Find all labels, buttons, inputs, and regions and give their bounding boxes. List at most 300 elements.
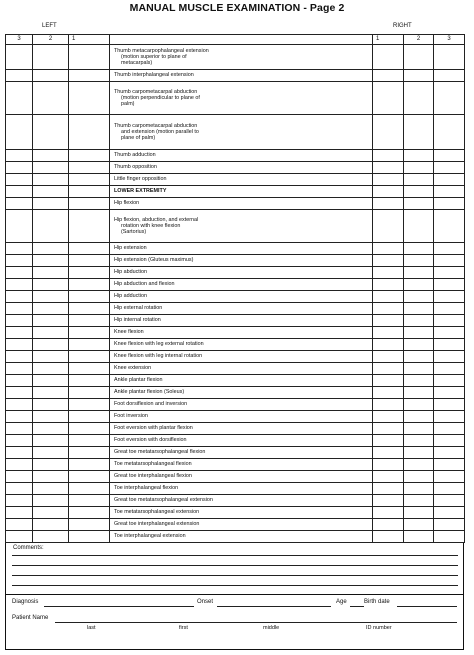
right-grade-cell[interactable] (434, 279, 465, 291)
muscle-row (6, 303, 465, 315)
muscle-name-text: Knee flexion with leg internal rotation (114, 353, 203, 360)
right-grade-cell[interactable] (373, 70, 404, 82)
right-grade-cell[interactable] (434, 435, 465, 447)
left-grade-cell[interactable] (33, 339, 69, 351)
right-grade-cell[interactable] (434, 363, 465, 375)
muscle-name-cell (110, 210, 373, 243)
muscle-name-text: Thumb carpometacarpal abduction (114, 88, 198, 95)
left-grade-cell[interactable] (69, 115, 110, 150)
left-grade-cell[interactable] (33, 327, 69, 339)
birth-date-field[interactable] (397, 606, 457, 607)
left-grade-cell[interactable] (69, 531, 110, 543)
muscle-grading-table (5, 34, 465, 543)
right-grade-cell[interactable] (404, 363, 434, 375)
right-grade-cell[interactable] (404, 174, 434, 186)
left-grade-cell[interactable] (6, 519, 33, 531)
left-grade-cell[interactable] (6, 495, 33, 507)
right-grade-cell[interactable] (434, 423, 465, 435)
right-grade-cell[interactable] (434, 115, 465, 150)
left-grade-cell[interactable] (33, 363, 69, 375)
left-grade-cell[interactable] (69, 447, 110, 459)
left-grade-cell[interactable] (33, 531, 69, 543)
right-grade-cell[interactable] (404, 243, 434, 255)
right-grade-cell[interactable] (404, 423, 434, 435)
left-grade-cell[interactable] (6, 483, 33, 495)
left-grade-cell[interactable] (33, 435, 69, 447)
left-grade-cell[interactable] (33, 303, 69, 315)
right-grade-cell[interactable] (404, 162, 434, 174)
onset-label: Onset (197, 599, 214, 605)
right-grade-cell[interactable] (373, 363, 404, 375)
left-grade-cell[interactable] (69, 267, 110, 279)
right-grade-cell[interactable] (434, 198, 465, 210)
birth-date-label: Birth date (364, 599, 390, 605)
muscle-name-text: Hip flexion (114, 200, 140, 207)
right-grade-cell[interactable] (373, 435, 404, 447)
right-grade-cell[interactable] (434, 339, 465, 351)
muscle-name-cell (110, 45, 373, 70)
right-grade-cell[interactable] (404, 303, 434, 315)
left-grade-cell[interactable] (69, 243, 110, 255)
muscle-name-cell (110, 459, 373, 471)
left-grade-cell[interactable] (33, 291, 69, 303)
muscle-name-text: Knee extension (114, 365, 152, 372)
left-grade-cell[interactable] (69, 495, 110, 507)
right-grade-cell[interactable] (373, 210, 404, 243)
right-grade-cell[interactable] (373, 162, 404, 174)
right-grade-cell[interactable] (373, 150, 404, 162)
comments-line[interactable] (12, 585, 458, 586)
left-grade-cell[interactable] (69, 519, 110, 531)
left-grade-cell[interactable] (33, 82, 69, 115)
right-grade-cell[interactable] (373, 411, 404, 423)
comments-label: Comments: (13, 545, 44, 551)
right-grade-cell[interactable] (404, 411, 434, 423)
muscle-row (6, 162, 465, 174)
muscle-name-text: Thumb metacarpophalangeal extension (114, 47, 209, 54)
right-grade-cell[interactable] (434, 267, 465, 279)
muscle-name-cell (110, 435, 373, 447)
right-grade-cell[interactable] (434, 519, 465, 531)
muscle-name-text: Hip flexion, abduction, and external (114, 216, 199, 223)
muscle-name-cell (110, 447, 373, 459)
right-grade-cell[interactable] (434, 459, 465, 471)
left-grade-cell[interactable] (69, 483, 110, 495)
left-grade-cell[interactable] (33, 447, 69, 459)
left-grade-cell[interactable] (6, 411, 33, 423)
left-grade-cell[interactable] (33, 315, 69, 327)
right-grade-cell[interactable] (404, 315, 434, 327)
right-grade-cell[interactable] (434, 411, 465, 423)
left-grade-cell[interactable] (33, 115, 69, 150)
right-grade-cell[interactable] (404, 483, 434, 495)
muscle-name-text: (motion superior to plane of (121, 53, 187, 60)
right-grade-cell[interactable] (404, 531, 434, 543)
muscle-row (6, 339, 465, 351)
right-grade-cell[interactable] (434, 70, 465, 82)
left-grade-cell[interactable] (6, 447, 33, 459)
muscle-name-cell (110, 291, 373, 303)
right-grade-cell[interactable] (373, 45, 404, 70)
muscle-name-text: Toe interphalangeal extension (114, 533, 186, 540)
muscle-row (6, 423, 465, 435)
right-grade-cell[interactable] (404, 198, 434, 210)
right-grade-cell[interactable] (434, 327, 465, 339)
left-grade-cell[interactable] (33, 174, 69, 186)
right-grade-cell[interactable] (434, 45, 465, 70)
muscle-name-text: (Sartorius) (121, 229, 147, 236)
right-grade-cell[interactable] (404, 70, 434, 82)
left-grade-cell[interactable] (69, 45, 110, 70)
left-grade-cell[interactable] (6, 459, 33, 471)
muscle-row (6, 279, 465, 291)
left-grade-cell[interactable] (69, 210, 110, 243)
left-grade-cell[interactable] (69, 150, 110, 162)
right-grade-cell[interactable] (373, 471, 404, 483)
left-grade-cell[interactable] (69, 315, 110, 327)
left-grade-cell[interactable] (6, 115, 33, 150)
right-grade-cell[interactable] (434, 255, 465, 267)
right-grade-cell[interactable] (373, 387, 404, 399)
left-grade-cell[interactable] (69, 387, 110, 399)
left-grade-cell[interactable] (6, 70, 33, 82)
left-grade-cell[interactable] (6, 210, 33, 243)
right-grade-cell[interactable] (373, 115, 404, 150)
right-grade-cell[interactable] (373, 198, 404, 210)
left-grade-cell[interactable] (6, 45, 33, 70)
right-grade-cell[interactable] (404, 115, 434, 150)
muscle-name-cell (110, 507, 373, 519)
patient-name-field[interactable] (55, 622, 457, 623)
right-grade-cell[interactable] (373, 243, 404, 255)
right-grade-cell[interactable] (373, 82, 404, 115)
left-grade-cell[interactable] (6, 243, 33, 255)
right-grade-cell[interactable] (373, 267, 404, 279)
diagnosis-label: Diagnosis (12, 599, 39, 605)
left-grade-cell[interactable] (33, 507, 69, 519)
muscle-name-text: Great toe metatarsophalangeal extension (114, 497, 213, 504)
left-grade-cell[interactable] (33, 471, 69, 483)
left-grade-cell[interactable] (69, 459, 110, 471)
muscle-row (6, 459, 465, 471)
left-grade-cell[interactable] (69, 303, 110, 315)
left-grade-cell[interactable] (69, 435, 110, 447)
right-grade-cell[interactable] (404, 351, 434, 363)
right-grade-cell[interactable] (404, 399, 434, 411)
muscle-name-text: Knee flexion (114, 329, 144, 336)
left-grade-cell[interactable] (33, 255, 69, 267)
left-grade-cell[interactable] (6, 507, 33, 519)
muscle-name-text: Toe metatarsophalangeal flexion (114, 461, 192, 468)
left-grade-cell[interactable] (33, 243, 69, 255)
muscle-row (6, 255, 465, 267)
right-grade-cell[interactable] (373, 327, 404, 339)
left-grade-cell[interactable] (69, 255, 110, 267)
left-grade-cell[interactable] (6, 351, 33, 363)
left-grade-cell[interactable] (6, 339, 33, 351)
muscle-row (6, 507, 465, 519)
right-grade-cell[interactable] (404, 387, 434, 399)
left-grade-cell[interactable] (33, 519, 69, 531)
left-grade-cell[interactable] (6, 267, 33, 279)
right-grade-cell[interactable] (404, 447, 434, 459)
right-grade-cell[interactable] (373, 483, 404, 495)
left-grade-cell[interactable] (6, 471, 33, 483)
right-grade-cell[interactable] (434, 447, 465, 459)
muscle-name-text: Great toe interphalangeal extension (114, 521, 200, 528)
left-grade-cell[interactable] (69, 399, 110, 411)
left-grade-cell[interactable] (33, 411, 69, 423)
muscle-row (6, 471, 465, 483)
muscle-name-text: and extension (motion parallel to (121, 128, 199, 135)
right-grade-cell[interactable] (434, 162, 465, 174)
left-grade-cell[interactable] (33, 210, 69, 243)
left-grade-cell[interactable] (69, 339, 110, 351)
right-grade-cell[interactable] (404, 279, 434, 291)
right-grade-cell[interactable] (404, 495, 434, 507)
right-grade-cell[interactable] (434, 291, 465, 303)
right-grade-cell[interactable] (373, 507, 404, 519)
left-grade-cell[interactable] (6, 387, 33, 399)
left-grade-cell[interactable] (69, 351, 110, 363)
right-grade-cell[interactable] (434, 387, 465, 399)
right-grade-cell[interactable] (404, 186, 434, 198)
right-grade-cell[interactable] (434, 507, 465, 519)
comments-line[interactable] (12, 565, 458, 566)
right-grade-cell[interactable] (434, 531, 465, 543)
muscle-name-cell (110, 471, 373, 483)
left-grade-cell[interactable] (69, 82, 110, 115)
right-grade-cell[interactable] (373, 447, 404, 459)
right-grade-cell[interactable] (404, 327, 434, 339)
muscle-name-text: Thumb adduction (114, 152, 156, 159)
muscle-name-text: Toe metatarsophalangeal extension (114, 509, 200, 516)
muscle-row (6, 291, 465, 303)
right-grade-cell[interactable] (434, 186, 465, 198)
right-grade-cell[interactable] (404, 291, 434, 303)
onset-field[interactable] (217, 606, 331, 607)
left-grade-cell[interactable] (33, 459, 69, 471)
muscle-name-cell (110, 198, 373, 210)
left-grade-cell[interactable] (33, 279, 69, 291)
left-grade-cell[interactable] (33, 351, 69, 363)
muscle-name-text: Hip adduction (114, 293, 147, 300)
muscle-name-text: Ankle plantar flexion (Soleus) (114, 389, 185, 396)
right-grade-cell[interactable] (373, 459, 404, 471)
muscle-name-cell (110, 267, 373, 279)
left-grade-cell[interactable] (6, 255, 33, 267)
left-grade-cell[interactable] (69, 411, 110, 423)
muscle-row (6, 387, 465, 399)
muscle-name-cell (110, 186, 373, 198)
right-grade-cell[interactable] (404, 339, 434, 351)
left-grade-cell[interactable] (6, 423, 33, 435)
left-grade-cell[interactable] (69, 70, 110, 82)
muscle-name-cell (110, 70, 373, 82)
muscle-row (6, 375, 465, 387)
right-grade-cell[interactable] (404, 210, 434, 243)
left-grade-cell[interactable] (6, 531, 33, 543)
muscle-name-text: Hip external rotation (114, 305, 163, 312)
right-grade-cell[interactable] (434, 210, 465, 243)
left-grade-cell[interactable] (6, 435, 33, 447)
muscle-row (6, 150, 465, 162)
left-grade-cell[interactable] (69, 174, 110, 186)
comments-line[interactable] (12, 555, 458, 556)
muscle-name-text: Great toe metatarsophalangeal flexion (114, 449, 206, 456)
muscle-name-cell (110, 531, 373, 543)
muscle-name-text: Hip extension (114, 245, 147, 252)
muscle-row (6, 186, 465, 198)
left-grade-cell[interactable] (69, 471, 110, 483)
left-grade-cell[interactable] (33, 423, 69, 435)
muscle-row (6, 519, 465, 531)
left-grade-cell[interactable] (69, 423, 110, 435)
right-grade-header: 3 (434, 35, 465, 45)
right-grade-cell[interactable] (373, 255, 404, 267)
left-grade-cell[interactable] (33, 198, 69, 210)
left-grade-cell[interactable] (33, 267, 69, 279)
right-grade-cell[interactable] (434, 82, 465, 115)
right-grade-cell[interactable] (404, 507, 434, 519)
left-grade-cell[interactable] (69, 162, 110, 174)
left-grade-cell[interactable] (6, 363, 33, 375)
right-grade-cell[interactable] (404, 150, 434, 162)
right-grade-cell[interactable] (404, 519, 434, 531)
left-grade-cell[interactable] (33, 45, 69, 70)
left-grade-header: 1 (69, 35, 110, 45)
muscle-name-cell (110, 387, 373, 399)
right-grade-cell[interactable] (434, 375, 465, 387)
muscle-name-text: Toe interphalangeal flexion (114, 485, 179, 492)
right-grade-cell[interactable] (373, 351, 404, 363)
right-grade-cell[interactable] (373, 495, 404, 507)
right-grade-cell[interactable] (434, 303, 465, 315)
left-grade-cell[interactable] (6, 186, 33, 198)
right-grade-cell[interactable] (404, 459, 434, 471)
left-grade-cell[interactable] (33, 375, 69, 387)
muscle-name-text: Hip extension (Gluteus maximus) (114, 257, 194, 264)
left-grade-cell[interactable] (33, 162, 69, 174)
muscle-row (6, 411, 465, 423)
left-grade-cell[interactable] (6, 279, 33, 291)
diagnosis-field[interactable] (44, 606, 194, 607)
right-grade-cell[interactable] (373, 339, 404, 351)
right-grade-cell[interactable] (404, 435, 434, 447)
muscle-name-text: Foot eversion with dorsiflexion (114, 437, 187, 444)
right-grade-cell[interactable] (434, 243, 465, 255)
left-grade-cell[interactable] (69, 279, 110, 291)
muscle-name-cell (110, 303, 373, 315)
right-grade-cell[interactable] (404, 82, 434, 115)
right-grade-cell[interactable] (373, 519, 404, 531)
left-grade-cell[interactable] (6, 162, 33, 174)
right-grade-cell[interactable] (404, 267, 434, 279)
muscle-name-cell (110, 423, 373, 435)
right-grade-cell[interactable] (373, 315, 404, 327)
right-grade-cell[interactable] (373, 303, 404, 315)
left-grade-cell[interactable] (33, 495, 69, 507)
left-grade-cell[interactable] (33, 70, 69, 82)
left-grade-cell[interactable] (33, 483, 69, 495)
right-grade-cell[interactable] (434, 315, 465, 327)
right-grade-cell[interactable] (373, 186, 404, 198)
left-grade-cell[interactable] (69, 327, 110, 339)
left-grade-cell[interactable] (69, 507, 110, 519)
right-grade-cell[interactable] (434, 150, 465, 162)
left-grade-cell[interactable] (69, 363, 110, 375)
right-grade-cell[interactable] (404, 45, 434, 70)
left-grade-cell[interactable] (6, 291, 33, 303)
right-grade-cell[interactable] (434, 174, 465, 186)
right-grade-header: 2 (404, 35, 434, 45)
muscle-row (6, 399, 465, 411)
right-grade-cell[interactable] (373, 291, 404, 303)
right-grade-cell[interactable] (434, 351, 465, 363)
left-grade-cell[interactable] (6, 303, 33, 315)
muscle-name-text: Little finger opposition (114, 176, 167, 183)
right-grade-cell[interactable] (404, 375, 434, 387)
muscle-row (6, 435, 465, 447)
left-grade-cell[interactable] (6, 327, 33, 339)
muscle-name-cell (110, 411, 373, 423)
right-grade-cell[interactable] (373, 531, 404, 543)
last-name-caption: last (87, 625, 96, 631)
muscle-row (6, 447, 465, 459)
right-grade-cell[interactable] (373, 174, 404, 186)
muscle-row (6, 315, 465, 327)
comments-area[interactable] (5, 543, 464, 595)
right-grade-cell[interactable] (373, 279, 404, 291)
right-grade-cell[interactable] (404, 471, 434, 483)
left-grade-cell[interactable] (6, 375, 33, 387)
muscle-row (6, 174, 465, 186)
left-grade-cell[interactable] (6, 399, 33, 411)
left-grade-cell[interactable] (69, 186, 110, 198)
left-grade-cell[interactable] (6, 150, 33, 162)
left-grade-cell[interactable] (6, 174, 33, 186)
right-grade-header: 1 (373, 35, 404, 45)
age-field[interactable] (350, 606, 364, 607)
muscle-name-text: Thumb opposition (114, 164, 157, 171)
muscle-name-cell (110, 279, 373, 291)
muscle-name-text: rotation with knee flexion (121, 222, 181, 229)
left-grade-cell[interactable] (6, 82, 33, 115)
comments-line[interactable] (12, 575, 458, 576)
left-grade-cell[interactable] (33, 186, 69, 198)
left-grade-cell[interactable] (69, 198, 110, 210)
right-grade-cell[interactable] (404, 255, 434, 267)
left-grade-cell[interactable] (6, 315, 33, 327)
age-label: Age (336, 599, 347, 605)
right-grade-cell[interactable] (434, 483, 465, 495)
muscle-name-text: Foot eversion with plantar flexion (114, 425, 193, 432)
right-grade-cell[interactable] (373, 399, 404, 411)
left-grade-cell[interactable] (6, 198, 33, 210)
right-grade-cell[interactable] (434, 495, 465, 507)
right-grade-cell[interactable] (434, 399, 465, 411)
right-grade-cell[interactable] (373, 375, 404, 387)
left-grade-cell[interactable] (33, 387, 69, 399)
muscle-row (6, 45, 465, 70)
left-grade-cell[interactable] (69, 375, 110, 387)
left-grade-cell[interactable] (33, 150, 69, 162)
left-grade-cell[interactable] (33, 399, 69, 411)
right-grade-cell[interactable] (434, 471, 465, 483)
right-grade-cell[interactable] (373, 423, 404, 435)
muscle-name-text: plane of palm) (121, 135, 156, 142)
left-grade-cell[interactable] (69, 291, 110, 303)
